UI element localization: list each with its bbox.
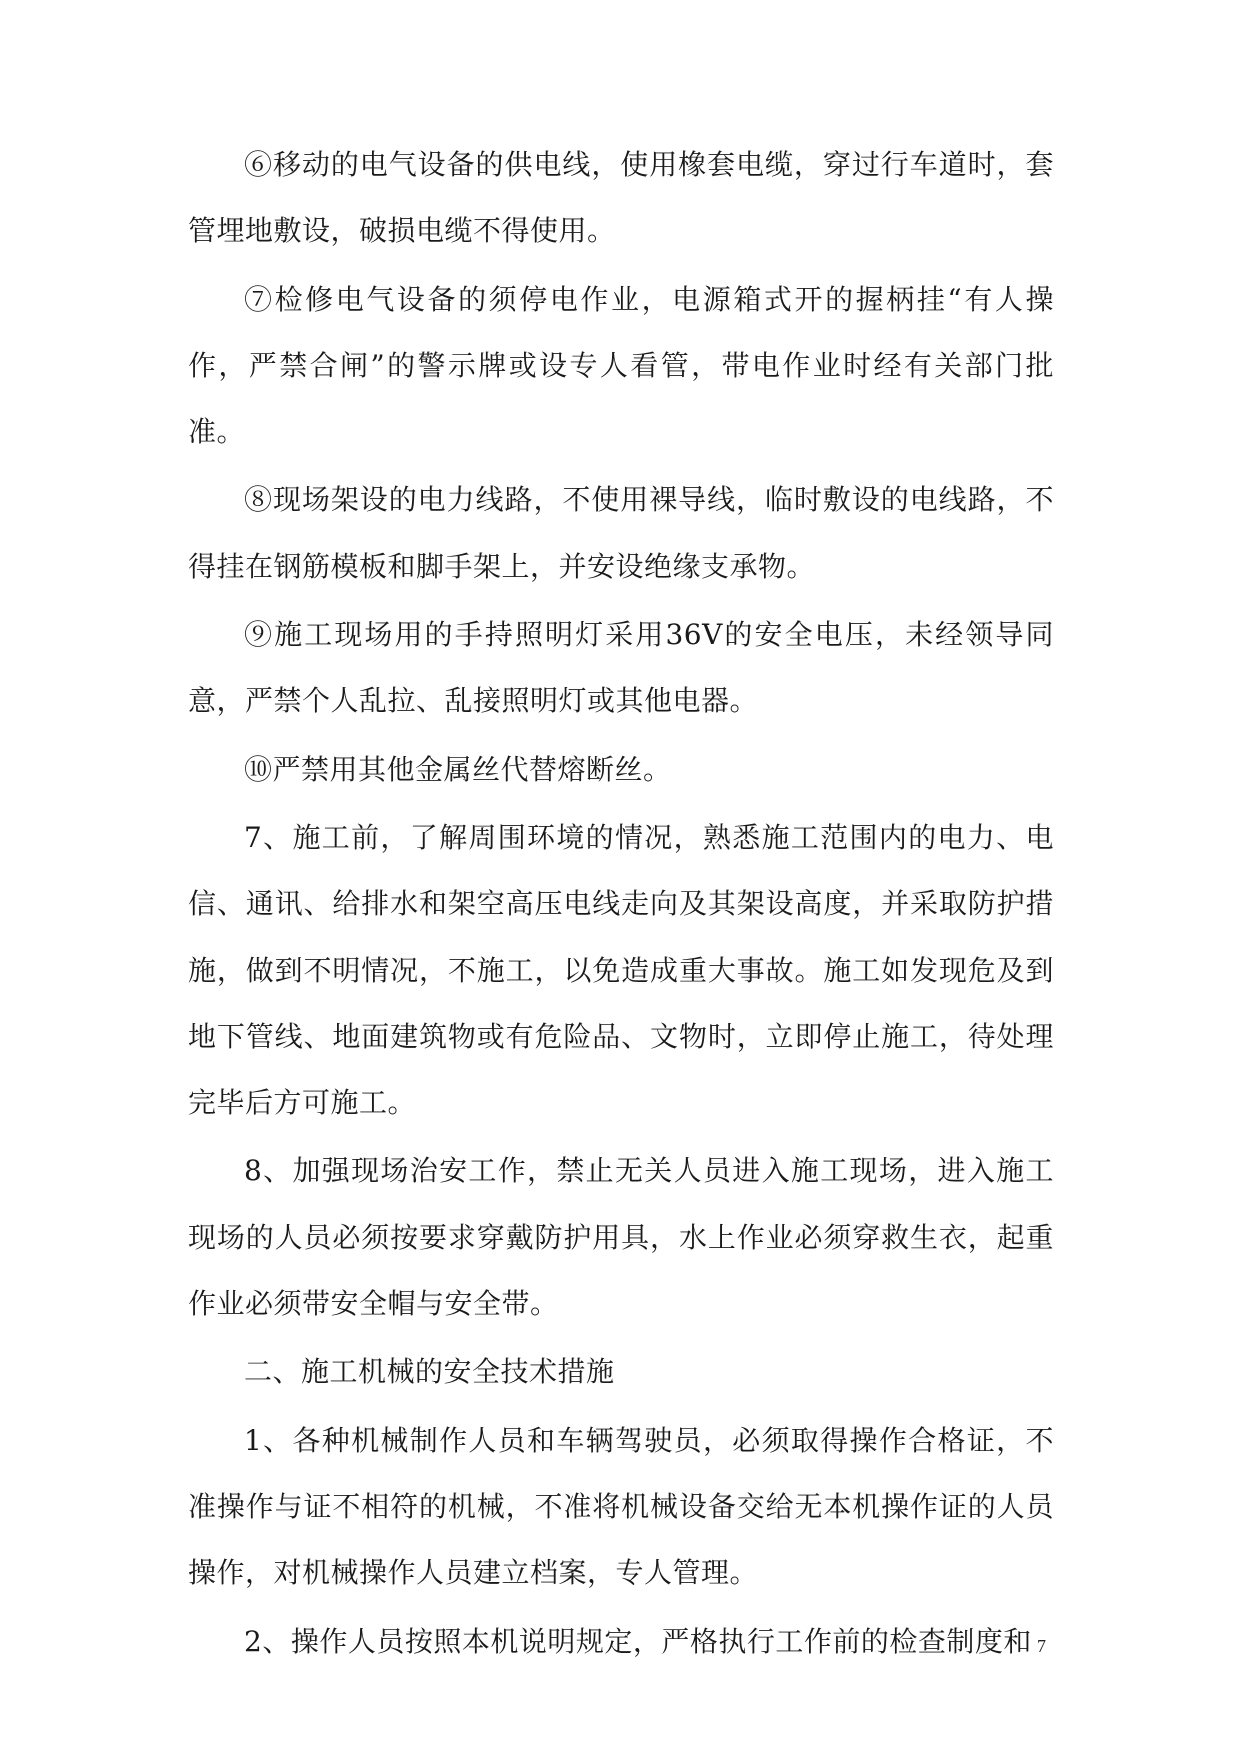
paragraph-item-7: ⑦检修电气设备的须停电作业，电源箱式开的握柄挂“有人操作，严禁合闸”的警示牌或设专人看管，带电作业时经有关部门批准。	[188, 282, 1054, 449]
section-heading: 二、施工机械的安全技术措施	[244, 1355, 615, 1389]
paragraph-item-8: ⑧现场架设的电力线路，不使用裸导线，临时敷设的电线路，不得挂在钢筋模板和脚手架上，并安设绝缘支承物。	[188, 483, 1054, 583]
page-number: 7	[1037, 1636, 1046, 1656]
paragraph-item-6: ⑥移动的电气设备的供电线，使用橡套电缆，穿过行车道时，套管埋地敷设，破损电缆不得使用。	[188, 148, 1054, 248]
paragraph-item-9: ⑨施工现场用的手持照明灯采用36V的安全电压，未经领导同意，严禁个人乱拉、乱接照明灯或其他电器。	[188, 618, 1054, 718]
paragraph-section-7: 7、施工前，了解周围环境的情况，熟悉施工范围内的电力、电信、通讯、给排水和架空高压电线走向及其架设高度，并采取防护措施，做到不明情况，不施工，以免造成重大事故。施工如发现危及到地下管线、地面建筑物或有危险品、文物时，立即停止施工，待处理完毕后方可施工。	[188, 820, 1054, 1120]
paragraph-section-8: 8、加强现场治安工作，禁止无关人员进入施工现场，进入施工现场的人员必须按要求穿戴防护用具，水上作业必须穿救生衣，起重作业必须带安全帽与安全带。	[188, 1154, 1054, 1321]
paragraph-mechanical-2: 2、操作人员按照本机说明规定，严格执行工作前的检查制度和	[244, 1624, 1032, 1658]
paragraph-item-10: ⑩严禁用其他金属丝代替熔断丝。	[244, 752, 672, 786]
paragraph-mechanical-1: 1、各种机械制作人员和车辆驾驶员，必须取得操作合格证，不准操作与证不相符的机械，不准将机械设备交给无本机操作证的人员操作，对机械操作人员建立档案，专人管理。	[188, 1423, 1054, 1590]
document-body	[188, 132, 1054, 1677]
